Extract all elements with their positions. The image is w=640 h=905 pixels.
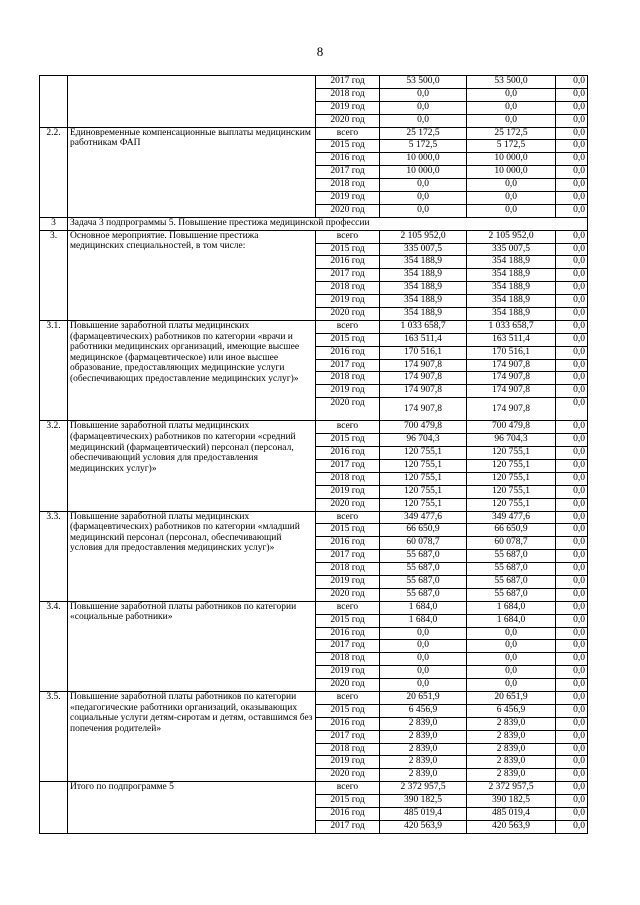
item-name: Повышение заработной платы работников по категории «педагогические работники организаций, оказывающих социальные услуги детям-сиротам и детям, оставшимся без попечения родителей» [68, 691, 316, 781]
year-cell: 2019 год [316, 295, 380, 308]
table-row [40, 320, 588, 333]
total-cell: 2 372 957,5 [380, 782, 467, 795]
total-cell: 0,0 [380, 653, 467, 666]
fund-cell: 354 188,9 [467, 308, 556, 321]
fund-cell: 55 687,0 [467, 575, 556, 588]
other-cell: 0,0 [556, 511, 588, 524]
item-number: 3.1. [40, 320, 68, 420]
item-name: Основное мероприятие. Повышение престижа медицинских специальностей, в том числе: [68, 230, 316, 320]
total-cell: 1 684,0 [380, 601, 467, 614]
total-cell: 1 033 658,7 [380, 320, 467, 333]
fund-cell: 2 839,0 [467, 743, 556, 756]
fund-cell: 10 000,0 [467, 153, 556, 166]
other-cell: 0,0 [556, 127, 588, 140]
other-cell: 0,0 [556, 601, 588, 614]
other-cell: 0,0 [556, 537, 588, 550]
task-row [40, 217, 588, 230]
other-cell: 0,0 [556, 398, 588, 421]
item-name: Итого по подпрограмме 5 [68, 782, 316, 834]
budget-table-body [40, 76, 588, 834]
item-number: 2.2. [40, 127, 68, 217]
year-cell: 2017 год [316, 550, 380, 563]
year-cell: 2018 год [316, 282, 380, 295]
other-cell: 0,0 [556, 563, 588, 576]
year-cell: 2017 год [316, 640, 380, 653]
total-cell: 1 684,0 [380, 614, 467, 627]
other-cell: 0,0 [556, 166, 588, 179]
task-title: Задача 3 подпрограммы 5. Повышение престижа медицинской профессии [68, 217, 588, 230]
other-cell: 0,0 [556, 114, 588, 127]
fund-cell: 2 839,0 [467, 769, 556, 782]
total-cell: 0,0 [380, 101, 467, 114]
year-cell: 2020 год [316, 114, 380, 127]
fund-cell: 96 704,3 [467, 434, 556, 447]
year-cell: 2019 год [316, 666, 380, 679]
total-cell: 2 839,0 [380, 756, 467, 769]
other-cell: 0,0 [556, 230, 588, 243]
year-cell: всего [316, 782, 380, 795]
other-cell: 0,0 [556, 320, 588, 333]
year-cell: 2015 год [316, 704, 380, 717]
total-cell: 6 456,9 [380, 704, 467, 717]
fund-cell: 1 684,0 [467, 614, 556, 627]
year-cell: всего [316, 127, 380, 140]
item-number: 3. [40, 230, 68, 320]
table-row [40, 511, 588, 524]
fund-cell: 120 755,1 [467, 485, 556, 498]
table-row [40, 601, 588, 614]
total-cell: 170 516,1 [380, 346, 467, 359]
fund-cell: 20 651,9 [467, 691, 556, 704]
other-cell: 0,0 [556, 820, 588, 833]
total-cell: 120 755,1 [380, 498, 467, 511]
other-cell: 0,0 [556, 385, 588, 398]
year-cell: всего [316, 601, 380, 614]
table-row [40, 421, 588, 434]
fund-cell: 174 907,8 [467, 398, 556, 421]
other-cell: 0,0 [556, 76, 588, 89]
other-cell: 0,0 [556, 204, 588, 217]
fund-cell: 0,0 [467, 114, 556, 127]
year-cell: 2018 год [316, 88, 380, 101]
fund-cell: 0,0 [467, 627, 556, 640]
total-cell: 174 907,8 [380, 385, 467, 398]
year-cell: 2020 год [316, 498, 380, 511]
year-cell: всего [316, 421, 380, 434]
fund-cell: 2 839,0 [467, 756, 556, 769]
total-cell: 2 839,0 [380, 743, 467, 756]
other-cell: 0,0 [556, 524, 588, 537]
other-cell: 0,0 [556, 282, 588, 295]
total-cell: 0,0 [380, 88, 467, 101]
total-cell: 700 479,8 [380, 421, 467, 434]
other-cell: 0,0 [556, 782, 588, 795]
total-cell: 335 007,5 [380, 243, 467, 256]
other-cell: 0,0 [556, 88, 588, 101]
table-row [40, 230, 588, 243]
year-cell: 2019 год [316, 385, 380, 398]
total-cell: 53 500,0 [380, 76, 467, 89]
other-cell: 0,0 [556, 434, 588, 447]
year-cell: 2019 год [316, 192, 380, 205]
fund-cell: 0,0 [467, 653, 556, 666]
year-cell: 2018 год [316, 179, 380, 192]
year-cell: 2017 год [316, 166, 380, 179]
other-cell: 0,0 [556, 614, 588, 627]
other-cell: 0,0 [556, 795, 588, 808]
fund-cell: 0,0 [467, 666, 556, 679]
year-cell: 2015 год [316, 333, 380, 346]
year-cell: 2020 год [316, 679, 380, 692]
total-cell: 0,0 [380, 679, 467, 692]
total-cell: 10 000,0 [380, 166, 467, 179]
total-cell: 55 687,0 [380, 563, 467, 576]
total-cell: 163 511,4 [380, 333, 467, 346]
total-cell: 120 755,1 [380, 447, 467, 460]
other-cell: 0,0 [556, 769, 588, 782]
other-cell: 0,0 [556, 743, 588, 756]
year-cell: 2019 год [316, 101, 380, 114]
total-cell: 0,0 [380, 640, 467, 653]
fund-cell: 163 511,4 [467, 333, 556, 346]
total-cell: 25 172,5 [380, 127, 467, 140]
total-cell: 390 182,5 [380, 795, 467, 808]
total-cell: 354 188,9 [380, 295, 467, 308]
year-cell: 2019 год [316, 575, 380, 588]
year-cell: всего [316, 511, 380, 524]
total-cell: 10 000,0 [380, 153, 467, 166]
total-cell: 55 687,0 [380, 575, 467, 588]
fund-cell: 1 684,0 [467, 601, 556, 614]
fund-cell: 60 078,7 [467, 537, 556, 550]
year-cell: 2019 год [316, 756, 380, 769]
other-cell: 0,0 [556, 666, 588, 679]
table-row [40, 691, 588, 704]
fund-cell: 335 007,5 [467, 243, 556, 256]
total-cell: 0,0 [380, 114, 467, 127]
item-name: Повышение заработной платы медицинских (фармацевтических) работников по категории «младший медицинский персонал (персонал, обеспечивающий условия для предоставления медицинских услуг)» [68, 511, 316, 601]
year-cell: 2020 год [316, 204, 380, 217]
total-cell: 0,0 [380, 179, 467, 192]
year-cell: 2017 год [316, 730, 380, 743]
other-cell: 0,0 [556, 421, 588, 434]
table-row [40, 76, 588, 89]
fund-cell: 10 000,0 [467, 166, 556, 179]
total-cell: 2 839,0 [380, 730, 467, 743]
total-cell: 485 019,4 [380, 807, 467, 820]
fund-cell: 25 172,5 [467, 127, 556, 140]
total-cell: 55 687,0 [380, 588, 467, 601]
other-cell: 0,0 [556, 243, 588, 256]
fund-cell: 390 182,5 [467, 795, 556, 808]
other-cell: 0,0 [556, 472, 588, 485]
fund-cell: 349 477,6 [467, 511, 556, 524]
total-cell: 2 105 952,0 [380, 230, 467, 243]
fund-cell: 0,0 [467, 101, 556, 114]
item-number: 3.5. [40, 691, 68, 781]
total-cell: 0,0 [380, 192, 467, 205]
other-cell: 0,0 [556, 679, 588, 692]
other-cell: 0,0 [556, 498, 588, 511]
fund-cell: 0,0 [467, 679, 556, 692]
year-cell: 2016 год [316, 717, 380, 730]
total-cell: 0,0 [380, 627, 467, 640]
fund-cell: 354 188,9 [467, 282, 556, 295]
year-cell: 2020 год [316, 769, 380, 782]
table-row [40, 127, 588, 140]
year-cell: 2015 год [316, 243, 380, 256]
year-cell: 2018 год [316, 743, 380, 756]
year-cell: 2015 год [316, 524, 380, 537]
year-cell: 2016 год [316, 807, 380, 820]
item-number: 3 [40, 217, 68, 230]
other-cell: 0,0 [556, 704, 588, 717]
other-cell: 0,0 [556, 575, 588, 588]
other-cell: 0,0 [556, 295, 588, 308]
item-number [40, 782, 68, 834]
year-cell: 2017 год [316, 359, 380, 372]
other-cell: 0,0 [556, 730, 588, 743]
item-number [40, 76, 68, 128]
fund-cell: 174 907,8 [467, 372, 556, 385]
item-number: 3.2. [40, 421, 68, 511]
total-cell: 2 839,0 [380, 717, 467, 730]
fund-cell: 170 516,1 [467, 346, 556, 359]
fund-cell: 354 188,9 [467, 269, 556, 282]
other-cell: 0,0 [556, 140, 588, 153]
item-name: Повышение заработной платы медицинских (фармацевтических) работников по категории «врачи и работники медицинских организаций, имеющие высшее медицинское (фармацевтическое) или иное высшее образование, предоставляющих медицинские услуги (обеспечивающих предоставление медицинских услуг)» [68, 320, 316, 420]
fund-cell: 174 907,8 [467, 359, 556, 372]
year-cell: 2015 год [316, 140, 380, 153]
total-cell: 2 839,0 [380, 769, 467, 782]
year-cell: 2016 год [316, 537, 380, 550]
year-cell: 2017 год [316, 459, 380, 472]
total-cell: 55 687,0 [380, 550, 467, 563]
other-cell: 0,0 [556, 308, 588, 321]
fund-cell: 0,0 [467, 179, 556, 192]
other-cell: 0,0 [556, 459, 588, 472]
table-row [40, 782, 588, 795]
fund-cell: 55 687,0 [467, 563, 556, 576]
other-cell: 0,0 [556, 588, 588, 601]
year-cell: 2019 год [316, 485, 380, 498]
fund-cell: 0,0 [467, 192, 556, 205]
fund-cell: 0,0 [467, 88, 556, 101]
year-cell: 2017 год [316, 820, 380, 833]
total-cell: 120 755,1 [380, 459, 467, 472]
year-cell: 2018 год [316, 472, 380, 485]
item-name: Повышение заработной платы медицинских (фармацевтических) работников по категории «средний медицинский (фармацевтический) персонал (персонал, обеспечивающий условия для предоставления медицинских услуг)» [68, 421, 316, 511]
other-cell: 0,0 [556, 627, 588, 640]
total-cell: 0,0 [380, 666, 467, 679]
total-cell: 120 755,1 [380, 472, 467, 485]
year-cell: всего [316, 691, 380, 704]
fund-cell: 1 033 658,7 [467, 320, 556, 333]
year-cell: 2016 год [316, 256, 380, 269]
fund-cell: 2 839,0 [467, 730, 556, 743]
other-cell: 0,0 [556, 333, 588, 346]
total-cell: 0,0 [380, 204, 467, 217]
other-cell: 0,0 [556, 691, 588, 704]
year-cell: 2018 год [316, 653, 380, 666]
fund-cell: 2 105 952,0 [467, 230, 556, 243]
total-cell: 354 188,9 [380, 308, 467, 321]
fund-cell: 420 563,9 [467, 820, 556, 833]
year-cell: 2015 год [316, 795, 380, 808]
other-cell: 0,0 [556, 256, 588, 269]
total-cell: 5 172,5 [380, 140, 467, 153]
fund-cell: 120 755,1 [467, 447, 556, 460]
fund-cell: 354 188,9 [467, 256, 556, 269]
item-name: Повышение заработной платы работников по категории «социальные работники» [68, 601, 316, 691]
year-cell: 2016 год [316, 153, 380, 166]
total-cell: 120 755,1 [380, 485, 467, 498]
other-cell: 0,0 [556, 717, 588, 730]
other-cell: 0,0 [556, 179, 588, 192]
total-cell: 349 477,6 [380, 511, 467, 524]
fund-cell: 120 755,1 [467, 498, 556, 511]
item-number: 3.4. [40, 601, 68, 691]
total-cell: 174 907,8 [380, 359, 467, 372]
total-cell: 96 704,3 [380, 434, 467, 447]
total-cell: 20 651,9 [380, 691, 467, 704]
total-cell: 174 907,8 [380, 372, 467, 385]
total-cell: 174 907,8 [380, 398, 467, 421]
other-cell: 0,0 [556, 485, 588, 498]
year-cell: всего [316, 230, 380, 243]
other-cell: 0,0 [556, 359, 588, 372]
year-cell: 2018 год [316, 372, 380, 385]
year-cell: 2016 год [316, 627, 380, 640]
fund-cell: 55 687,0 [467, 588, 556, 601]
year-cell: 2020 год [316, 588, 380, 601]
fund-cell: 2 839,0 [467, 717, 556, 730]
fund-cell: 2 372 957,5 [467, 782, 556, 795]
fund-cell: 55 687,0 [467, 550, 556, 563]
fund-cell: 700 479,8 [467, 421, 556, 434]
fund-cell: 174 907,8 [467, 385, 556, 398]
other-cell: 0,0 [556, 550, 588, 563]
year-cell: 2020 год [316, 398, 380, 421]
total-cell: 66 650,9 [380, 524, 467, 537]
year-cell: всего [316, 320, 380, 333]
fund-cell: 120 755,1 [467, 459, 556, 472]
fund-cell: 354 188,9 [467, 295, 556, 308]
fund-cell: 0,0 [467, 640, 556, 653]
fund-cell: 0,0 [467, 204, 556, 217]
other-cell: 0,0 [556, 640, 588, 653]
year-cell: 2015 год [316, 434, 380, 447]
year-cell: 2018 год [316, 563, 380, 576]
year-cell: 2017 год [316, 76, 380, 89]
fund-cell: 120 755,1 [467, 472, 556, 485]
other-cell: 0,0 [556, 269, 588, 282]
item-number: 3.3. [40, 511, 68, 601]
other-cell: 0,0 [556, 101, 588, 114]
other-cell: 0,0 [556, 807, 588, 820]
total-cell: 60 078,7 [380, 537, 467, 550]
other-cell: 0,0 [556, 447, 588, 460]
year-cell: 2016 год [316, 346, 380, 359]
fund-cell: 66 650,9 [467, 524, 556, 537]
year-cell: 2017 год [316, 269, 380, 282]
other-cell: 0,0 [556, 153, 588, 166]
fund-cell: 6 456,9 [467, 704, 556, 717]
year-cell: 2015 год [316, 614, 380, 627]
year-cell: 2016 год [316, 447, 380, 460]
other-cell: 0,0 [556, 756, 588, 769]
total-cell: 420 563,9 [380, 820, 467, 833]
other-cell: 0,0 [556, 653, 588, 666]
item-name: Единовременные компенсационные выплаты медицинским работникам ФАП [68, 127, 316, 217]
total-cell: 354 188,9 [380, 256, 467, 269]
other-cell: 0,0 [556, 192, 588, 205]
fund-cell: 5 172,5 [467, 140, 556, 153]
fund-cell: 485 019,4 [467, 807, 556, 820]
budget-table [39, 75, 588, 834]
fund-cell: 53 500,0 [467, 76, 556, 89]
year-cell: 2020 год [316, 308, 380, 321]
other-cell: 0,0 [556, 372, 588, 385]
total-cell: 354 188,9 [380, 269, 467, 282]
item-name [68, 76, 316, 128]
other-cell: 0,0 [556, 346, 588, 359]
page-number: 8 [316, 44, 324, 59]
total-cell: 354 188,9 [380, 282, 467, 295]
